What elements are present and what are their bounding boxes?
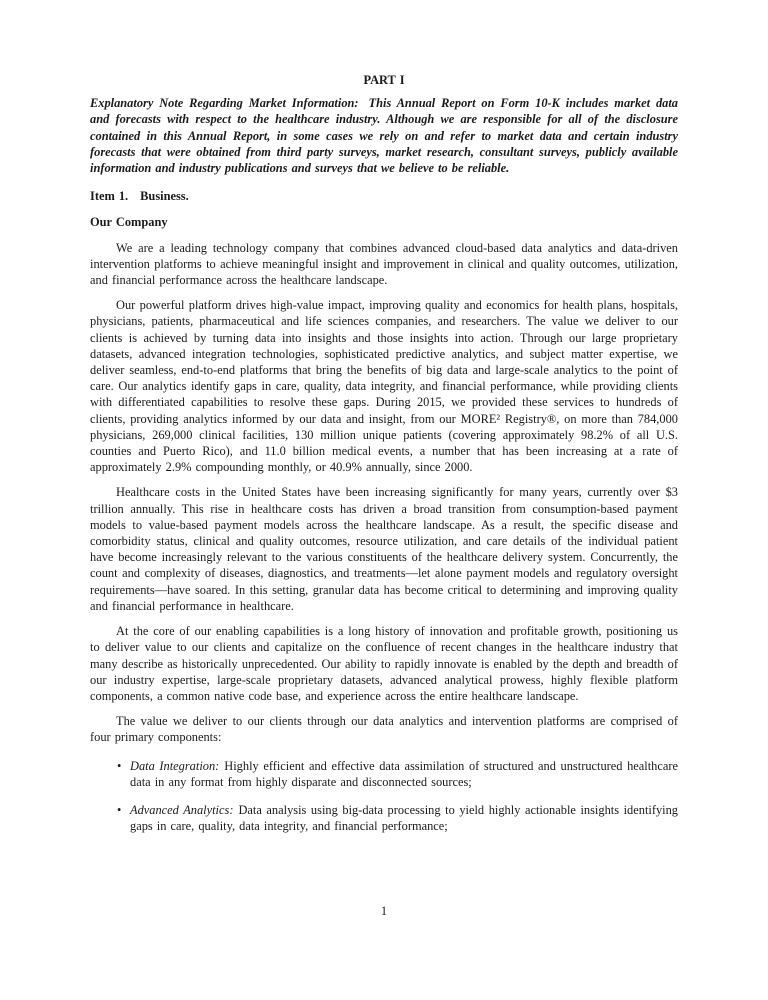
page-number: 1	[380, 904, 388, 918]
paragraph-platform: Our powerful platform drives high-value impact, improving quality and economics for health plans, hospitals, physicians, patients, pharmaceutical and life sciences companies, and researchers. The value we deliver to our clients is achieved by turning data into insights and those insights into action. Through our large proprietary datasets, advanced integration technologies, sophisticated predictive analytics, and subject matter expertise, we deliver seamless, end-to-end platforms that bring the benefits of big data and large-scale analytics to the point of care. Our analytics identify gaps in care, quality, data integrity, and financial performance, while providing clients with differentiated capabilities to resolve these gaps. During 2015, we provided these services to hundreds of clients, providing analytics informed by our data and insight, from our MORE² Registry®, on more than 784,000 physicians, 269,000 clinical facilities, 130 million unique patients (covering approximately 98.2% of all U.S. counties and Puerto Rico), and 11.0 billion medical events, a number that has been increasing at a rate of approximately 2.9% compounding monthly, or 40.9% annually, since 2000.	[90, 298, 678, 475]
part-heading: PART I	[363, 73, 405, 87]
item-title: Business.	[140, 189, 189, 204]
bullet-icon: •	[117, 758, 122, 773]
components-list	[117, 758, 678, 835]
our-company-heading: Our Company	[90, 215, 168, 230]
paragraph-components-intro: The value we deliver to our clients through our data analytics and intervention platforms are comprised of four primary components:	[90, 714, 678, 745]
bullet-icon: •	[117, 802, 122, 817]
bullet-text-data-integration: Highly efficient and effective data assimilation of structured and unstructured healthcare data in any format from highly disparate and disconnected sources;	[130, 758, 678, 789]
item-1-heading	[90, 188, 678, 204]
paragraph-company-intro: We are a leading technology company that combines advanced cloud-based data analytics and data-driven intervention platforms to achieve meaningful insight and improvement in clinical and quality outcomes, utilization, and financial performance across the healthcare landscape.	[90, 240, 678, 288]
explanatory-note	[90, 95, 678, 176]
list-item-advanced-analytics	[117, 802, 678, 834]
paragraph-healthcare-costs: Healthcare costs in the United States have been increasing significantly for many years, currently over $3 trillion annually. This rise in healthcare costs has driven a broad transition from consumption-based payment models to value-based payment models across the healthcare landscape. As a result, the specific disease and comorbidity status, clinical and quality outcomes, resource utilization, and care details of the individual patient have become increasingly relevant to the various constituents of the healthcare delivery system. Concurrently, the count and complexity of diseases, diagnostics, and treatments—let alone payment models and regulatory oversight requirements—have soared. In this setting, granular data has become critical to determining and improving quality and financial performance in healthcare.	[90, 485, 678, 613]
bullet-lead-advanced-analytics: Advanced Analytics:	[130, 802, 234, 817]
paragraph-capabilities: At the core of our enabling capabilities is a long history of innovation and profitable growth, positioning us to deliver value to our clients and capitalize on the confluence of recent changes in the healthcare industry that many describe as historically unprecedented. Our ability to rapidly innovate is enabled by the depth and breadth of our industry expertise, large-scale proprietary datasets, advanced analytical prowess, highly flexible platform components, a common native code base, and experience across the entire healthcare landscape.	[90, 624, 678, 703]
explanatory-note-text: This Annual Report on Form 10-K includes market data and forecasts with respect to the healthcare industry. Although we are responsible for all of the disclosure contained in this Annual Report, in some cases we rely on and refer to market data and certain industry forecasts that were obtained from third party surveys, market research, consultant surveys, publicly available information and industry publications and surveys that we believe to be reliable.	[90, 96, 678, 176]
explanatory-note-label: Explanatory Note Regarding Market Information:	[90, 96, 359, 111]
list-item-data-integration	[117, 758, 678, 790]
bullet-text-advanced-analytics: Data analysis using big-data processing to yield highly actionable insights identifying gaps in care, quality, data integrity, and financial performance;	[130, 802, 678, 834]
item-number: Item 1.	[90, 189, 129, 204]
bullet-lead-data-integration: Data Integration:	[130, 758, 220, 773]
